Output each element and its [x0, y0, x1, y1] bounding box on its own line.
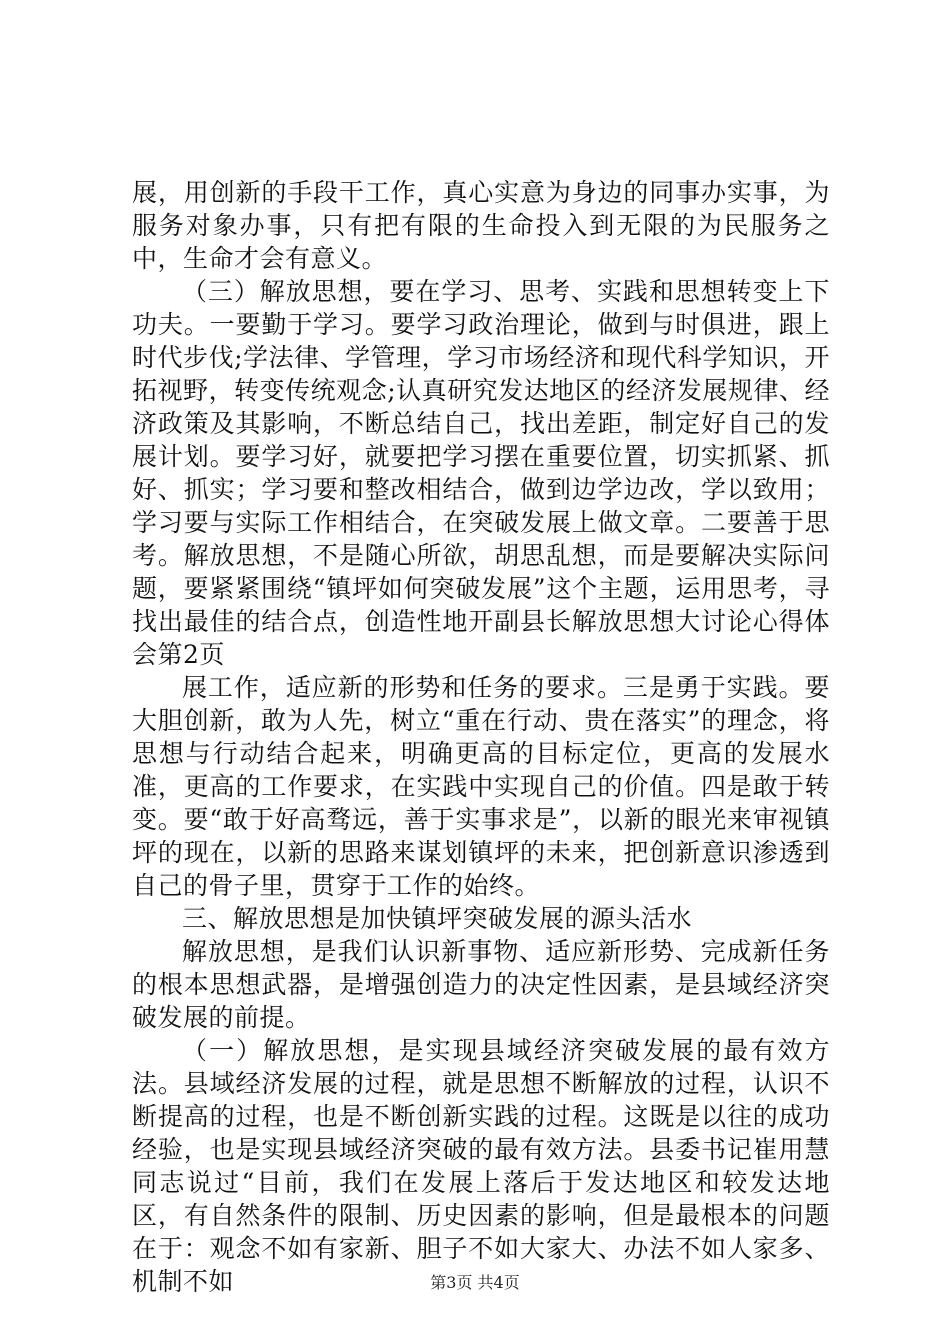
paragraph-practice: 展工作，适应新的形势和任务的要求。三是勇于实践。要大胆创新，敢为人先，树立“重在行动、贵在落实”的理念，将思想与行动结合起来，明确更高的目标定位，更高的发展水准，更高的工作要求，在实践中实现自己的价值。四是敢于转变。要“敢于好高骛远，善于实事求是”，以新的眼光来审视镇坪的现在，以新的思路来谋划镇坪的未来，把创新意识渗透到自己的骨子里，贯穿于工作的始终。 [132, 673, 830, 900]
section-heading: 三、解放思想是加快镇坪突破发展的源头活水 [182, 904, 693, 933]
page-footer: 第3页 共4页 [430, 1273, 520, 1292]
document-body [132, 176, 830, 1298]
paragraph-section-one: （一）解放思想，是实现县域经济突破发展的最有效方法。县域经济发展的过程，就是思想不断解放的过程，认识不断提高的过程，也是不断创新实践的过程。这既是以往的成功经验，也是实现县域经济突破的最有效方法。县委书记崔用慧同志说过“目前，我们在发展上落后于发达地区和较发达地区，有自然条件的限制、历史因素的影响，但是最根本的问题在于：观念不如有家新、胆子不如大家大、办法不如人家多、机制不如 [132, 1036, 830, 1296]
paragraph-intro: 解放思想，是我们认识新事物、适应新形势、完成新任务的根本思想武器，是增强创造力的决定性因素，是县域经济突破发展的前提。 [132, 937, 830, 1032]
paragraph-continuation: 展，用创新的手段干工作，真心实意为身边的同事办实事，为服务对象办事，只有把有限的生命投入到无限的为民服务之中，生命才会有意义。 [132, 178, 830, 273]
paragraph-section-three: （三）解放思想，要在学习、思考、实践和思想转变上下功夫。一要勤于学习。要学习政治理论，做到与时俱进，跟上时代步伐;学法律、学管理，学习市场经济和现代科学知识，开拓视野，转变传统观念;认真研究发达地区的经济发展规律、经济政策及其影响，不断总结自己，找出差距，制定好自己的发展计划。要学习好，就要把学习摆在重要位置，切实抓紧、抓好、抓实；学习要和整改相结合，做到边学边改，学以致用；学习要与实际工作相结合，在突破发展上做文章。二要善于思考。解放思想，不是随心所欲，胡思乱想，而是要解决实际问题，要紧紧围绕“镇坪如何突破发展”这个主题，运用思考，寻找出最佳的结合点，创造性地开副县长解放思想大讨论心得体会第2页 [132, 277, 830, 669]
